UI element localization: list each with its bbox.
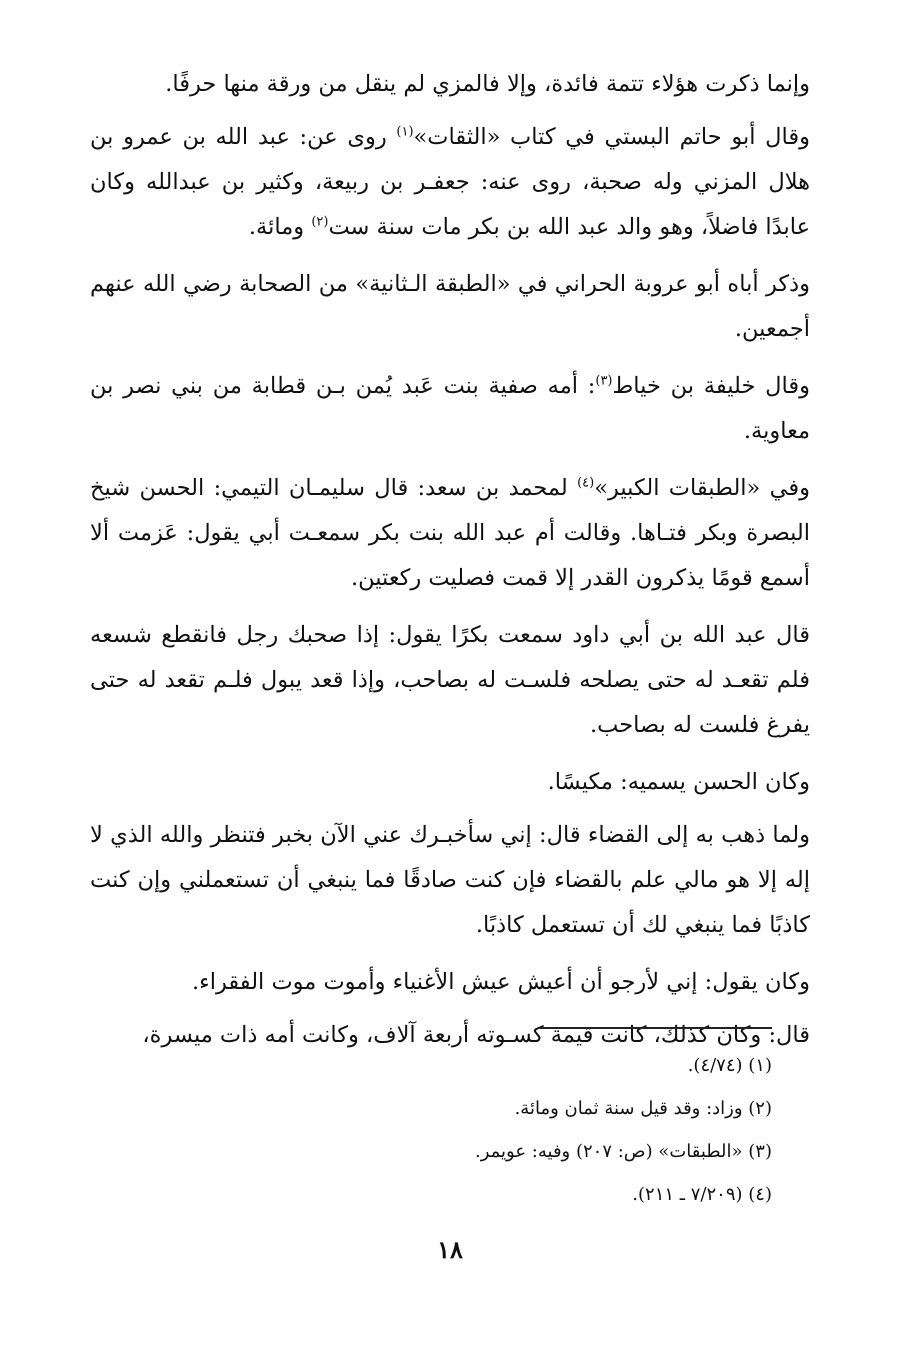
paragraph-text: وفي «الطبقات الكبير» (594, 475, 810, 501)
footnote-marker-3: (٣) (595, 373, 613, 389)
paragraph-text: قال عبد الله بن أبي داود سمعت بكرًا يقول: إذا صحبك رجل فانقطع شسعه فلم تقعـد له حتى يصلحه فلسـت له بصاحب، وإذا قعد يبول فلـم تقعد له حتى يفرغ فلست له بصاحب. (90, 622, 810, 738)
footnote-marker-2: (٢) (311, 214, 329, 230)
footnote-separator (540, 1027, 772, 1029)
paragraph-4 (90, 364, 810, 454)
paragraph-5 (90, 466, 810, 601)
page-number: ١٨ (437, 1235, 463, 1264)
paragraph-1 (90, 62, 810, 107)
footnote-marker-4: (٤) (577, 475, 595, 491)
footnotes (212, 1044, 772, 1216)
paragraph-text: ولما ذهب به إلى القضاء قال: إني سأخبـرك عني الآن بخبر فتنظر والله الذي لا إله إلا هو مالي علم بالقضاء فإن كنت صادقًا فما ينبغي أن تستعملني وإن كنت كاذبًا فما ينبغي لك أن تستعمل كاذبًا. (90, 822, 810, 938)
paragraph-text: وقال خليفة بن خياط (612, 373, 811, 399)
paragraph-8 (90, 813, 810, 948)
footnote-3: (٣) «الطبقات» (ص: ٢٠٧) وفيه: عويمر. (474, 1141, 772, 1162)
paragraph-6 (90, 613, 810, 748)
paragraph-text: لمحمد بن سعد: قال سليمـان التيمي: الحسن شيخ البصرة وبكر فتـاها. وقالت أم عبد الله بنت بكر سمعـت أبي يقول: عَزمت ألا أسمع قومًا يذكرون القدر إلا قمت فصليت ركعتين. (90, 475, 810, 591)
paragraph-3 (90, 262, 810, 352)
paragraph-text: وقال أبو حاتم البستي في كتاب «الثقات» (413, 124, 810, 150)
paragraph-9 (90, 960, 810, 1005)
paragraph-text: وكان الحسن يسميه: مكيسًا. (547, 769, 810, 795)
paragraph-text: ومائة. (248, 214, 312, 240)
paragraph-text: قال: وكان كذلك، كانت قيمة كسـوته أربعة آلاف، وكانت أمه ذات ميسرة، (142, 1022, 810, 1048)
footnote-2: (٢) وزاد: وقد قيل سنة ثمان ومائة. (514, 1098, 772, 1119)
main-text (90, 62, 810, 1066)
paragraph-2 (90, 115, 810, 250)
paragraph-text: وكان يقول: إني لأرجو أن أعيش عيش الأغنياء وأموت موت الفقراء. (192, 969, 810, 995)
footnote-1: (١) (٤/٧٤). (687, 1055, 772, 1076)
paragraph-text: : أمه صفية بنت عَبد يُمن بـن قطابة من بني نصر بن معاوية. (90, 373, 810, 444)
footnote-4: (٤) (٧/٢٠٩ ـ ٢١١). (632, 1184, 772, 1205)
footnote-marker-1: (١) (396, 124, 414, 140)
paragraph-text: روى عن: عبد الله بن عمرو بن هلال المزني وله صحبة، روى عنه: جعفـر بن ربيعة، وكثير بن عبدالله وكان عابدًا فاضلاً، وهو والد عبد الله بن بكر مات سنة ست (90, 124, 810, 240)
paragraph-text: وذكر أباه أبو عروبة الحراني في «الطبقة الـثانية» من الصحابة رضي الله عنهم أجمعين. (90, 271, 810, 342)
paragraph-text: وإنما ذكرت هؤلاء تتمة فائدة، وإلا فالمزي لم ينقل من ورقة منها حرفًا. (165, 71, 810, 97)
paragraph-7 (90, 760, 810, 805)
